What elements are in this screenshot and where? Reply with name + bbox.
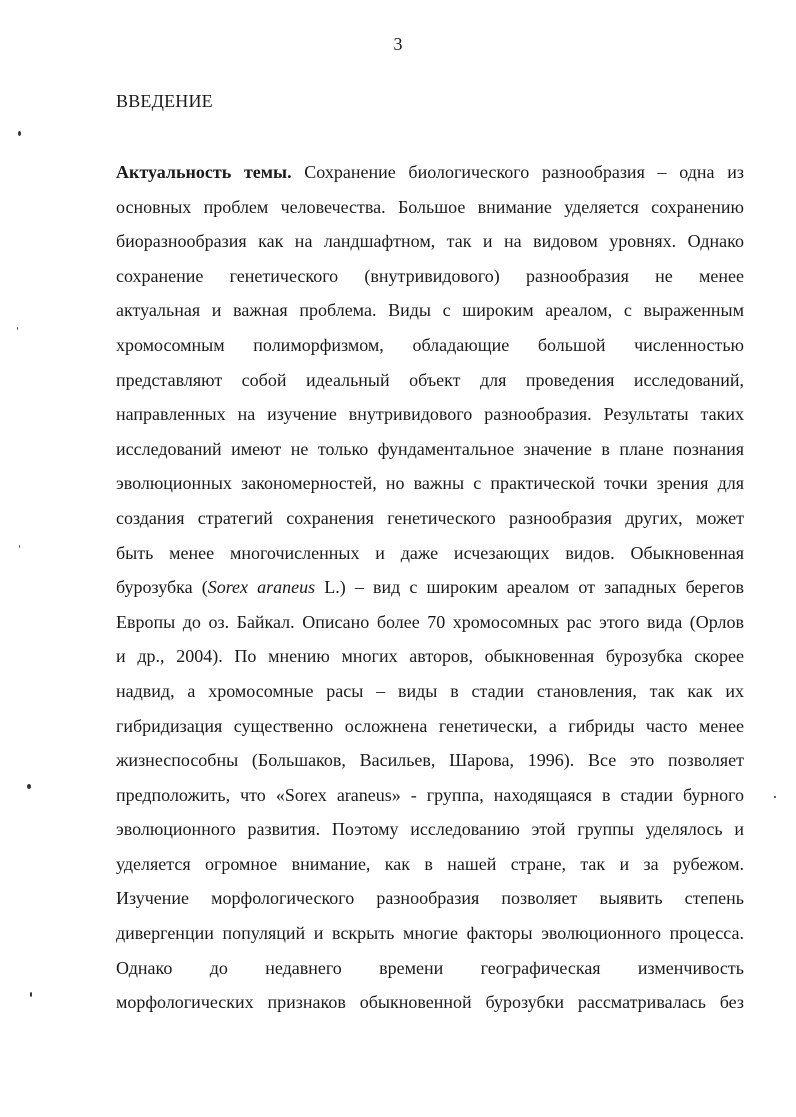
text-line: быть менее многочисленных и даже исчезающих видов. Обыкновенная bbox=[116, 542, 744, 563]
text-line: Однако до недавнего времени географическая изменчивость bbox=[116, 957, 744, 978]
text-line: Изучение морфологического разнообразия позволяет выявить степень bbox=[116, 888, 744, 909]
page-number: 3 bbox=[393, 34, 403, 54]
text-line: и др., 2004). По мнению многих авторов, обыкновенная бурозубка скорее bbox=[116, 646, 744, 667]
scan-speck bbox=[19, 545, 20, 548]
species-name: Sorex araneus bbox=[207, 577, 316, 598]
text-line: морфологических признаков обыкновенной бурозубки рассматривалась без bbox=[116, 992, 744, 1013]
scan-speck bbox=[27, 784, 31, 789]
scan-speck bbox=[17, 327, 18, 330]
line-text: Сохранение биологического разнообразия – одна из bbox=[291, 162, 744, 182]
text-line: предположить, что «Sorex araneus» - группа, находящаяся в стадии бурного bbox=[116, 784, 744, 805]
text-line: надвид, а хромосомные расы – виды в стадии становления, так как их bbox=[116, 680, 744, 701]
text-line: жизнеспособны (Большаков, Васильев, Шарова, 1996). Все это позволяет bbox=[116, 750, 744, 771]
text-line: направленных на изучение внутривидового разнообразия. Результаты таких bbox=[116, 404, 744, 425]
text-line: исследований имеют не только фундаментальное значение в плане познания bbox=[116, 438, 744, 459]
scan-speck bbox=[18, 131, 21, 136]
text-line: Европы до оз. Байкал. Описано более 70 хромосомных рас этого вида (Орлов bbox=[116, 611, 744, 632]
paragraph-actuality bbox=[116, 155, 744, 1020]
text-line: создания стратегий сохранения генетического разнообразия других, может bbox=[116, 507, 744, 528]
text-line: дивергенции популяций и вскрыть многие факторы эволюционного процесса. bbox=[116, 923, 744, 944]
text-line: актуальная и важная проблема. Виды с широким ареалом, с выраженным bbox=[116, 300, 744, 321]
text-line bbox=[116, 155, 744, 190]
text-line: уделяется огромное внимание, как в нашей стране, так и за рубежом. bbox=[116, 853, 744, 874]
text-line: хромосомным полиморфизмом, обладающие большой численностью bbox=[116, 334, 744, 355]
paragraph-lead: Актуальность темы. bbox=[116, 162, 292, 182]
text-line bbox=[116, 570, 744, 605]
text-line: гибридизация существенно осложнена генетически, а гибриды часто менее bbox=[116, 715, 744, 736]
scan-speck bbox=[30, 992, 32, 997]
text-line: эволюционных закономерностей, но важны с практической точки зрения для bbox=[116, 473, 744, 494]
line-text: L.) – вид с широким ареалом от западных берегов bbox=[315, 577, 744, 598]
text-line: сохранение генетического (внутривидового) разнообразия не менее bbox=[116, 265, 744, 286]
text-line: основных проблем человечества. Большое внимание уделяется сохранению bbox=[116, 196, 744, 217]
scan-speck bbox=[774, 796, 776, 798]
line-text: бурозубка ( bbox=[116, 577, 208, 598]
section-heading: ВВЕДЕНИЕ bbox=[116, 91, 213, 111]
text-line: эволюционного развития. Поэтому исследованию этой группы уделялось и bbox=[116, 819, 744, 840]
text-line: биоразнообразия как на ландшафтном, так и на видовом уровнях. Однако bbox=[116, 231, 744, 252]
text-line: представляют собой идеальный объект для проведения исследований, bbox=[116, 369, 744, 390]
